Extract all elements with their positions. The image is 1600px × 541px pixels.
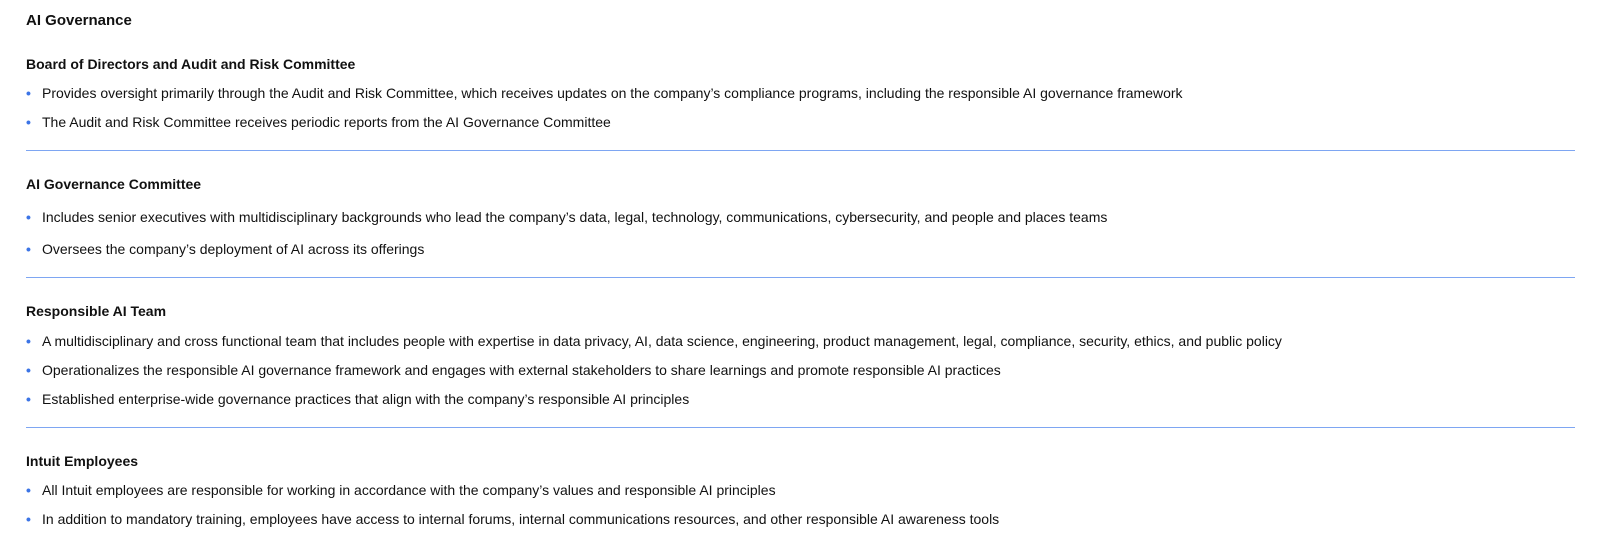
page-title: AI Governance [26, 12, 132, 29]
bullet-icon: • [26, 391, 31, 407]
section-heading-board: Board of Directors and Audit and Risk Committee [26, 56, 356, 72]
list-item-text: Provides oversight primarily through the Audit and Risk Committee, which receives updates on the company’s compliance programs, including the responsible AI governance framework [42, 85, 1183, 101]
list-item [26, 333, 1282, 350]
list-item [26, 511, 999, 528]
bullet-icon: • [26, 333, 31, 349]
list-item [26, 85, 1183, 102]
section-heading-intuit-employees: Intuit Employees [26, 453, 139, 469]
bullet-icon: • [26, 362, 31, 378]
list-item [26, 114, 611, 131]
section-divider [26, 150, 1575, 151]
bullet-icon: • [26, 482, 31, 498]
list-item-text: All Intuit employees are responsible for working in accordance with the company’s values and responsible AI principles [42, 482, 776, 498]
list-item-text: In addition to mandatory training, employees have access to internal forums, internal communications resources, and other responsible AI awareness tools [42, 511, 1000, 527]
section-divider [26, 427, 1575, 428]
list-item [26, 362, 1001, 379]
section-heading-ai-governance-committee: AI Governance Committee [26, 176, 202, 192]
bullet-icon: • [26, 241, 31, 257]
bullet-icon: • [26, 511, 31, 527]
list-item-text: A multidisciplinary and cross functional team that includes people with expertise in data privacy, AI, data science, engineering, product management, legal, compliance, security, ethics, and public policy [42, 333, 1282, 349]
list-item [26, 209, 1107, 226]
list-item-text: Includes senior executives with multidisciplinary backgrounds who lead the company’s data, legal, technology, communications, cybersecurity, and people and places teams [42, 209, 1108, 225]
list-item [26, 391, 689, 408]
list-item-text: Operationalizes the responsible AI governance framework and engages with external stakeholders to share learnings and promote responsible AI practices [42, 362, 1001, 378]
list-item [26, 241, 424, 258]
bullet-icon: • [26, 85, 31, 101]
bullet-icon: • [26, 209, 31, 225]
section-heading-responsible-ai-team: Responsible AI Team [26, 303, 167, 319]
list-item-text: Established enterprise-wide governance practices that align with the company’s responsible AI principles [42, 391, 690, 407]
section-divider [26, 277, 1575, 278]
list-item-text: The Audit and Risk Committee receives periodic reports from the AI Governance Committee [42, 114, 611, 130]
bullet-icon: • [26, 114, 31, 130]
list-item-text: Oversees the company’s deployment of AI across its offerings [42, 241, 425, 257]
list-item [26, 482, 776, 499]
